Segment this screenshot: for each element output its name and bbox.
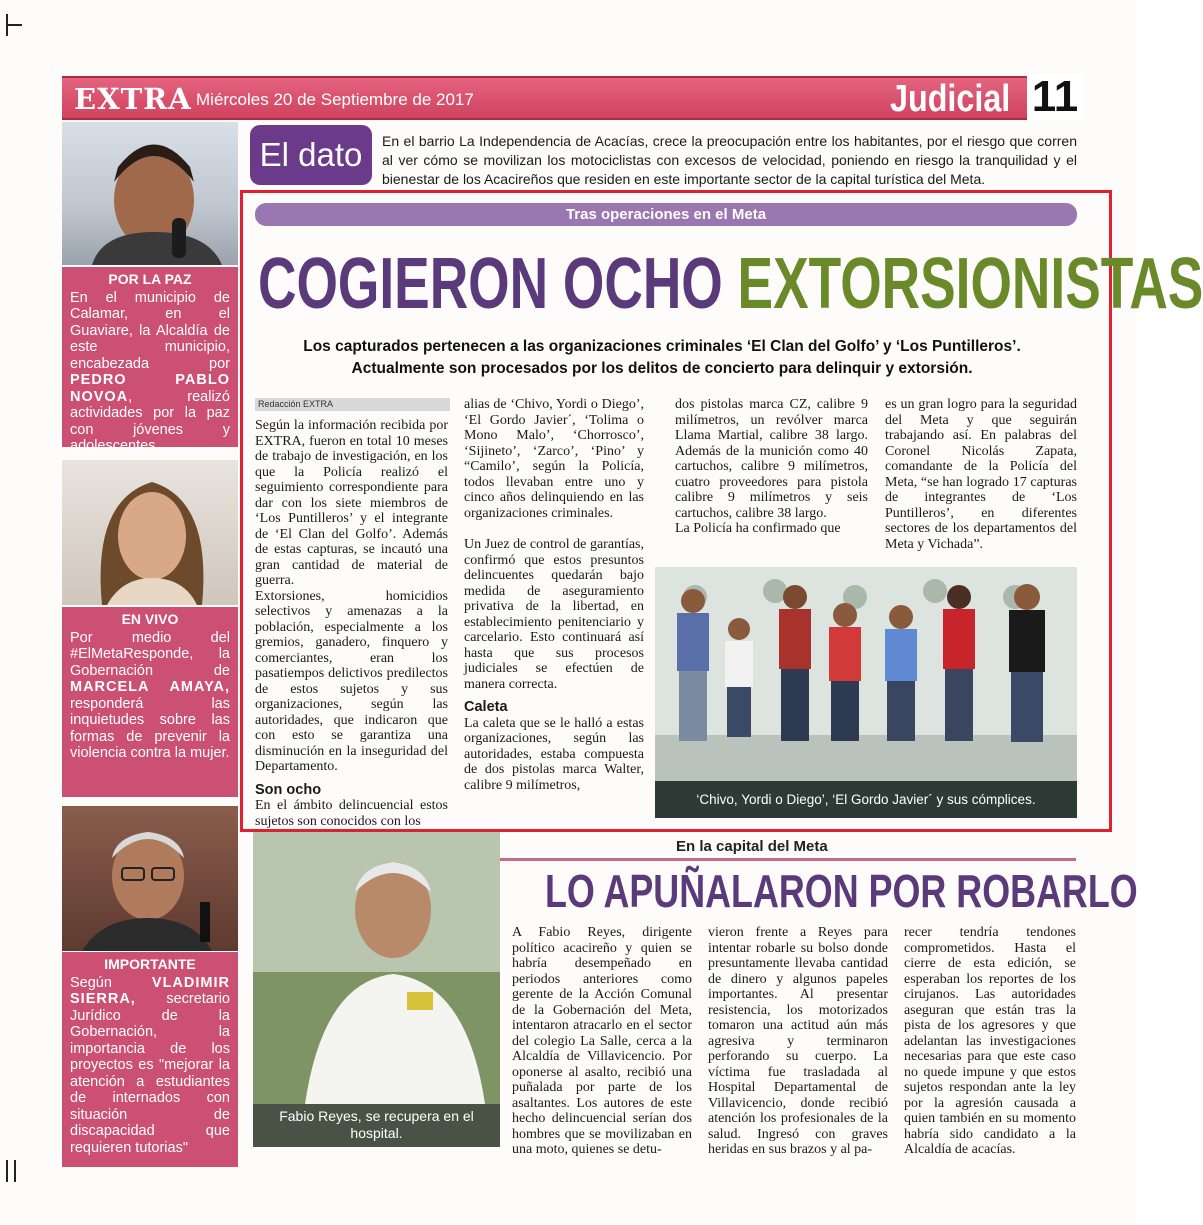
paragraph: A Fabio Reyes, dirigente político acacireño y quien se habría desempeñado en periodos anteriores como gerente de la Acción Comunal de la Gobernación del Meta, intentaron atracarlo en el sector del colegio La Salle, cerca a la Alcaldía de Villavicencio. Por oponerse al asalto, recibió una puñalada por parte de los asaltantes. Los autores de este hecho delincuencial serían dos hombres que se movilizaban en una moto, quienes se detu- (512, 925, 692, 1157)
sidebar-box-name: PEDRO PABLO NOVOA (70, 372, 230, 405)
paragraph: vieron frente a Reyes para intentar robarle su bolso donde presuntamente llevaba cantidad de dinero y algunos papeles importantes. Al presentar resistencia, los motorizados tomaron una actitud aún más agresiva y terminaron perforando su cuerpo. La víctima fue trasladada al Hospital Departamental de Villavicencio, donde recibió atención los profesionales de la salud. Ingresó con graves heridas en sus brazos y al pa- (708, 925, 888, 1157)
crop-mark-bottom (6, 1160, 8, 1182)
paragraph: Extorsiones, homicidios selectivos y amenazas a la población, especialmente a los gremios, ganadero, finquero y comerciantes, eran los pasatiempos delictivos predilectos de estos sujetos y sus organizaciones, según las autoridades, que indicaron que con esto se garantiza una disminución en la inseguridad del Departamento. (255, 588, 448, 774)
portrait-woman-illustration (62, 460, 238, 605)
photo-fabio-reyes (253, 832, 500, 1147)
subheading: Caleta (464, 699, 508, 715)
paragraph: alias de ‘Chivo, Yordi o Diego’, ‘El Gordo Javier´, ‘Tolima o Mono Malo’, ‘Chorrosco’, ‘Sijineto’, ‘Zarco’, ‘Pino’ y “Camilo’, según la Policía, todos llevaban entre uno y cinco años delinquiendo en las organizaciones criminales. (464, 397, 644, 521)
subheading: Son ocho (255, 781, 322, 798)
el-dato-text: En el barrio La Independencia de Acacías, crece la preocupación entre los habitantes, por el riesgo que corren al ver cómo se movilizan los motociclistas con excesos de velocidad, poniendo en riesgo la tranquilidad y el bienestar de los Acacireños que residen en este importante sector de la capital turística del Meta. (382, 133, 1077, 187)
el-dato-label: El dato (250, 125, 372, 185)
story-column-3 (675, 397, 868, 537)
headline-part-2: EXTORSIONISTAS (737, 244, 1203, 324)
photo-captured-suspects (655, 567, 1077, 818)
sidebar-box-text: En el municipio de Calamar, en el Guaviare, la Alcaldía de este municipio, encabezada por (70, 289, 230, 372)
story2-kicker-rule (500, 858, 1076, 861)
photo-pedro-pablo-novoa (62, 122, 238, 265)
sidebar-box-text: Por medio del #ElMetaResponde, la Gobernación de (70, 629, 230, 679)
story2-column-2 (708, 925, 888, 1158)
paragraph: Un Juez de control de garantías, confirmó que estos presuntos delincuentes quedarán bajo medida de aseguramiento privativa de la libertad, en establecimiento penitenciario y carcelario. Esto continuará así hasta que sus procesos judiciales se efectúen de manera correcta. (464, 537, 644, 692)
issue-date: Miércoles 20 de Septiembre de 2017 (196, 90, 474, 109)
fabio-reyes-illustration (253, 832, 500, 1104)
sidebar-box-title: POR LA PAZ (108, 271, 192, 287)
sidebar-box-por-la-paz (62, 267, 238, 454)
sidebar-box-title: IMPORTANTE (104, 956, 196, 972)
page-number: 11 (1027, 74, 1083, 120)
crop-mark-top-h (6, 24, 22, 26)
photo-caption: Fabio Reyes, se recupera en el hospital. (253, 1104, 500, 1147)
suspects-lineup-illustration (655, 567, 1077, 781)
sidebar-box-name: VLADIMIR SIERRA, (70, 974, 230, 1007)
headline-part-1: COGIERON OCHO (258, 244, 738, 324)
photo-marcela-amaya (62, 460, 238, 605)
paragraph: Según la información recibida por EXTRA, fueron en total 10 meses de trabajo de investigación, en los que la Policía realizó el seguimiento correspondiente para dar con los siete miembros de ‘Los Puntilleros’ y el integrante de ‘El Clan del Golfo’. Además de estas capturas, se incautó una gran cantidad de material de guerra. (255, 418, 448, 588)
paragraph: es un gran logro para la seguridad del Meta y que seguirán trabajando así. En palabras del Coronel Nicolás Zapata, comandante de la Policía del Meta, “se han logrado 17 capturas de integrantes de ‘Los Puntilleros’, en diferentes sectores de los departamentos del Meta y Vichada”. (885, 397, 1077, 552)
deck-line-2: Actualmente son procesados por los delitos de concierto para delinquir y extorsión. (351, 360, 973, 377)
section-title: Judicial (890, 78, 1011, 120)
paragraph: dos pistolas marca CZ, calibre 9 milímetros, un revólver marca Llama Martial, calibre 38 largo. Además de la munición como 40 cartuchos, calibre 9 milímetros, cuatro proveedores para pistola calibre 9 milímetros y seis cartuchos, calibre 38 largo. (675, 397, 868, 521)
sidebar-box-title: EN VIVO (121, 611, 179, 627)
deck-line-1: Los capturados pertenecen a las organizaciones criminales ‘El Clan del Golfo’ y ‘Los Puntilleros’. (303, 338, 1021, 355)
sidebar-box-text-2: secretario Jurídico de la Gobernación, la importancia de los proyectos es "mejorar la atención a estudiantes de internados con situación de discapacidad que requieren tutorias" (70, 991, 230, 1156)
story-deck (262, 336, 1062, 380)
story2-column-3 (904, 925, 1076, 1158)
story2-headline: LO APUÑALARON POR ROBARLO (545, 865, 1138, 917)
story-column-4 (885, 397, 1077, 552)
sidebar-box-en-vivo (62, 607, 238, 797)
story2-kicker: En la capital del Meta (676, 838, 828, 855)
portrait-man-illustration (62, 122, 238, 265)
crop-mark-bottom-2 (14, 1160, 16, 1182)
paragraph: La caleta que se le halló a estas organizaciones, según las autoridades, estaba compuesta de dos pistolas marca Walter, calibre 9 milímetros, (464, 715, 644, 793)
sidebar-box-text-2: , realizó actividades por la paz con jóvenes y adolescentes. (70, 388, 230, 454)
photo-vladimir-sierra (62, 806, 238, 951)
story-kicker: Tras operaciones en el Meta (255, 203, 1077, 226)
paragraph: La Policía ha confirmado que (675, 521, 841, 536)
sidebar-box-importante (62, 952, 238, 1167)
page-header (62, 72, 1080, 121)
story-column-1 (255, 418, 448, 829)
brand-logo: EXTRA (74, 82, 192, 116)
story2-column-1 (512, 925, 692, 1158)
story-column-2 (464, 397, 644, 793)
sidebar-box-text-2: responderá las inquietudes sobre las formas de prevenir la violencia contra la mujer. (70, 695, 230, 761)
paragraph: En el ámbito delincuencial estos sujetos son conocidos con los (255, 798, 448, 829)
portrait-man-glasses-illustration (62, 806, 238, 951)
photo-caption: ‘Chivo, Yordi o Diego’, ‘El Gordo Javier´ y sus cómplices. (655, 781, 1077, 818)
paragraph: recer tendría tendones comprometidos. Hasta el cierre de esta edición, se esperaban los reportes de los cirujanos. Las autoridades aseguran que están tras la pista de los agresores y que adelantan las investigaciones necesarias para que este caso no quede impune y que estos sujetos respondan ante la ley por la agresión causada a quien también en su momento habría sido candidato a la Alcaldía de acacías. (904, 925, 1076, 1157)
byline: Redacción EXTRA (255, 398, 450, 411)
story-headline (258, 244, 1203, 324)
sidebar-box-text: Según (70, 974, 152, 991)
sidebar-box-name: MARCELA AMAYA, (70, 679, 230, 695)
